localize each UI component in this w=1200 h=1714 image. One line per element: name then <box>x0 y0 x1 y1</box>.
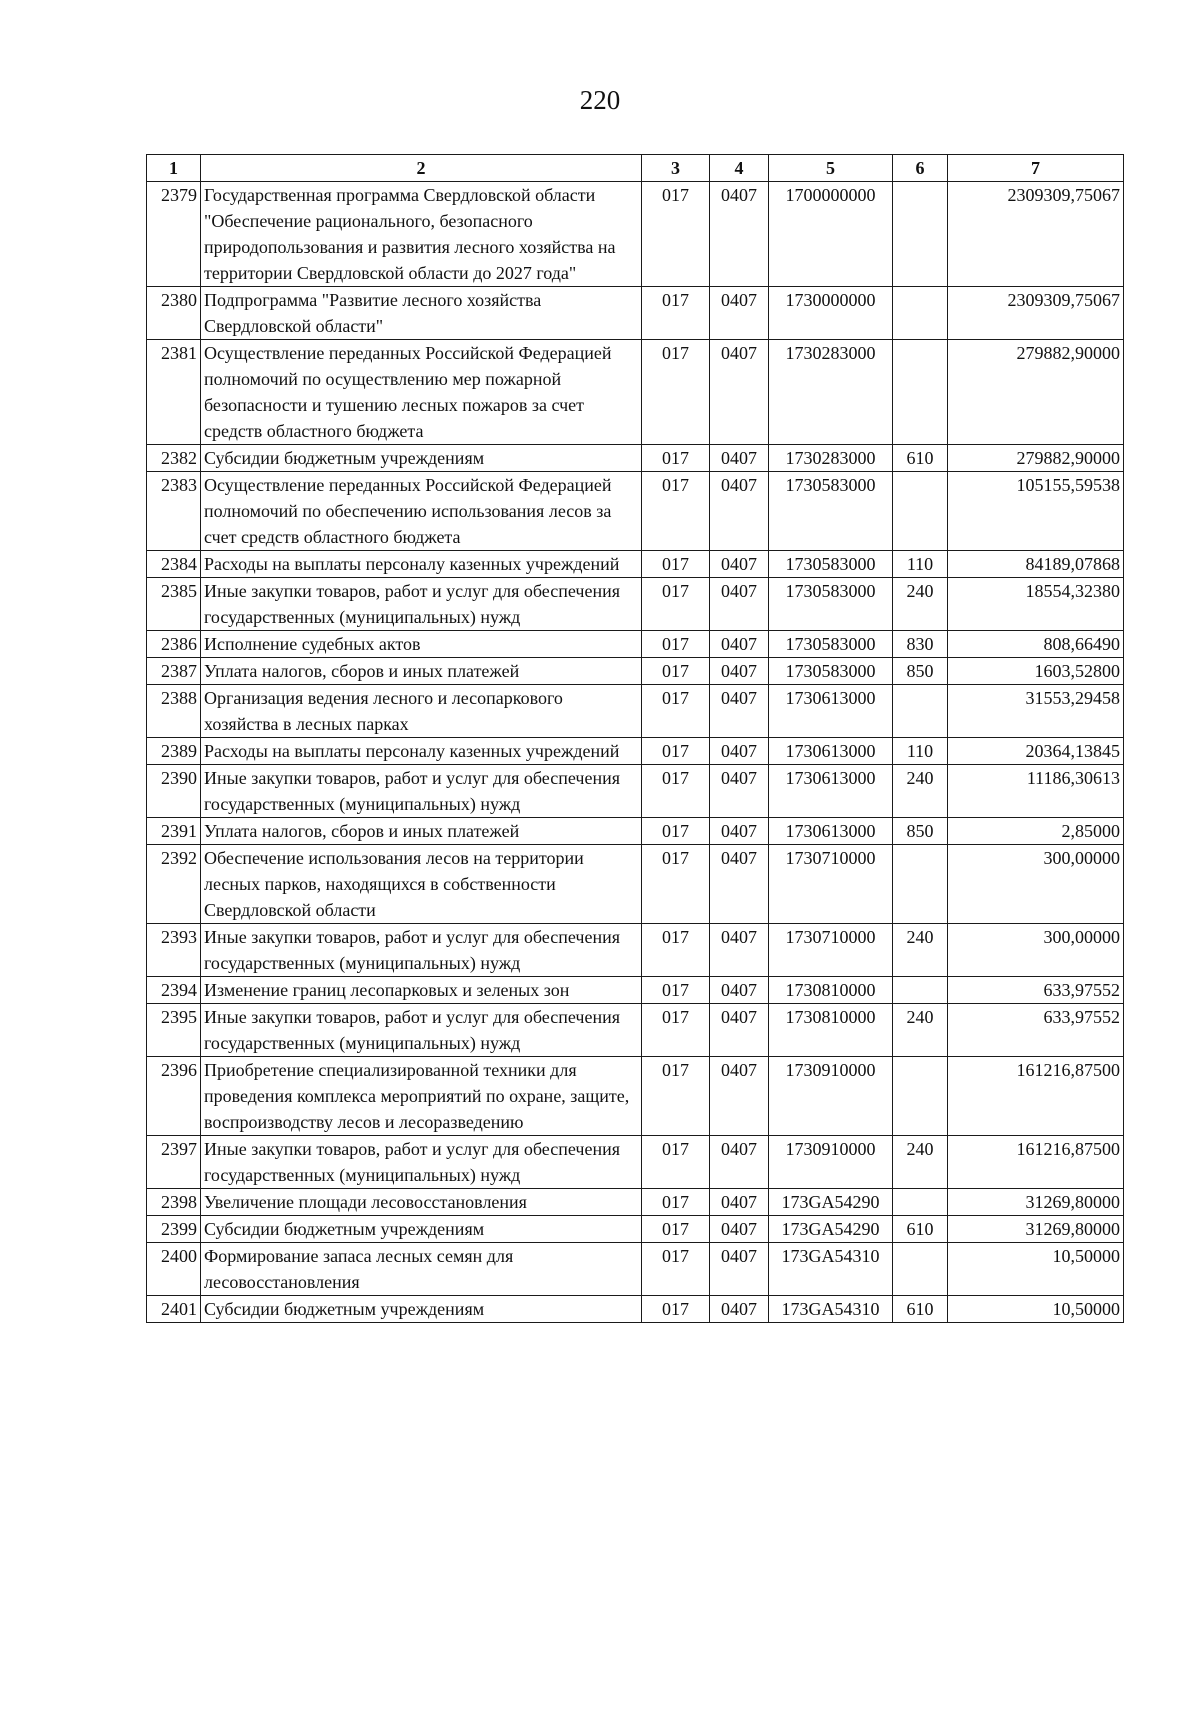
row-name: Организация ведения лесного и лесопаркового хозяйства в лесных парках <box>201 685 642 738</box>
section-code: 0407 <box>710 1004 769 1057</box>
row-name: Подпрограмма "Развитие лесного хозяйства Свердловской области" <box>201 287 642 340</box>
row-number: 2385 <box>147 578 201 631</box>
header-col-6: 6 <box>893 155 948 182</box>
header-col-3: 3 <box>642 155 710 182</box>
amount: 161216,87500 <box>948 1057 1124 1136</box>
expense-type-code <box>893 977 948 1004</box>
row-name: Субсидии бюджетным учреждениям <box>201 1216 642 1243</box>
table-row <box>147 1057 1124 1136</box>
row-number: 2390 <box>147 765 201 818</box>
table-row <box>147 765 1124 818</box>
ministry-code: 017 <box>642 445 710 472</box>
target-article-code: 1730910000 <box>769 1057 893 1136</box>
amount: 84189,07868 <box>948 551 1124 578</box>
target-article-code: 173GA54290 <box>769 1189 893 1216</box>
row-name: Иные закупки товаров, работ и услуг для обеспечения государственных (муниципальных) нужд <box>201 924 642 977</box>
target-article-code: 1730910000 <box>769 1136 893 1189</box>
table-row <box>147 551 1124 578</box>
section-code: 0407 <box>710 182 769 287</box>
table-body <box>147 182 1124 1323</box>
amount: 1603,52800 <box>948 658 1124 685</box>
row-name: Исполнение судебных актов <box>201 631 642 658</box>
amount: 279882,90000 <box>948 340 1124 445</box>
target-article-code: 1730583000 <box>769 551 893 578</box>
expense-type-code: 110 <box>893 551 948 578</box>
row-name: Иные закупки товаров, работ и услуг для обеспечения государственных (муниципальных) нужд <box>201 1136 642 1189</box>
table-row <box>147 685 1124 738</box>
section-code: 0407 <box>710 1216 769 1243</box>
row-number: 2401 <box>147 1296 201 1323</box>
target-article-code: 1730283000 <box>769 445 893 472</box>
table-row <box>147 1004 1124 1057</box>
ministry-code: 017 <box>642 578 710 631</box>
expense-type-code: 240 <box>893 1004 948 1057</box>
page-number: 220 <box>579 85 621 115</box>
target-article-code: 1730583000 <box>769 658 893 685</box>
row-number: 2382 <box>147 445 201 472</box>
ministry-code: 017 <box>642 1136 710 1189</box>
row-name: Иные закупки товаров, работ и услуг для обеспечения государственных (муниципальных) нужд <box>201 1004 642 1057</box>
ministry-code: 017 <box>642 1189 710 1216</box>
ministry-code: 017 <box>642 1296 710 1323</box>
expense-type-code <box>893 1057 948 1136</box>
amount: 633,97552 <box>948 977 1124 1004</box>
section-code: 0407 <box>710 631 769 658</box>
amount: 10,50000 <box>948 1296 1124 1323</box>
amount: 2,85000 <box>948 818 1124 845</box>
row-name: Государственная программа Свердловской области "Обеспечение рационального, безопасного природопользования и развития лесного хозяйства на территории Свердловской области до 2027 года" <box>201 182 642 287</box>
table-row <box>147 287 1124 340</box>
target-article-code: 1730583000 <box>769 472 893 551</box>
ministry-code: 017 <box>642 685 710 738</box>
amount: 11186,30613 <box>948 765 1124 818</box>
section-code: 0407 <box>710 658 769 685</box>
expense-type-code <box>893 1243 948 1296</box>
budget-table <box>146 154 1124 1323</box>
row-number: 2392 <box>147 845 201 924</box>
section-code: 0407 <box>710 472 769 551</box>
expense-type-code: 830 <box>893 631 948 658</box>
header-row <box>147 155 1124 182</box>
section-code: 0407 <box>710 845 769 924</box>
section-code: 0407 <box>710 340 769 445</box>
table-row <box>147 1296 1124 1323</box>
row-name: Осуществление переданных Российской Федерацией полномочий по осуществлению мер пожарной безопасности и тушению лесных пожаров за счет средств областного бюджета <box>201 340 642 445</box>
expense-type-code: 610 <box>893 445 948 472</box>
ministry-code: 017 <box>642 818 710 845</box>
section-code: 0407 <box>710 287 769 340</box>
table-row <box>147 658 1124 685</box>
ministry-code: 017 <box>642 845 710 924</box>
row-number: 2398 <box>147 1189 201 1216</box>
row-name: Осуществление переданных Российской Федерацией полномочий по обеспечению использования лесов за счет средств областного бюджета <box>201 472 642 551</box>
expense-type-code: 110 <box>893 738 948 765</box>
section-code: 0407 <box>710 1057 769 1136</box>
section-code: 0407 <box>710 818 769 845</box>
expense-type-code <box>893 685 948 738</box>
section-code: 0407 <box>710 445 769 472</box>
header-col-7: 7 <box>948 155 1124 182</box>
header-col-4: 4 <box>710 155 769 182</box>
expense-type-code: 850 <box>893 658 948 685</box>
expense-type-code <box>893 1189 948 1216</box>
target-article-code: 1730000000 <box>769 287 893 340</box>
row-number: 2394 <box>147 977 201 1004</box>
amount: 20364,13845 <box>948 738 1124 765</box>
ministry-code: 017 <box>642 924 710 977</box>
expense-type-code: 240 <box>893 578 948 631</box>
table-row <box>147 631 1124 658</box>
amount: 31553,29458 <box>948 685 1124 738</box>
header-col-1: 1 <box>147 155 201 182</box>
expense-type-code <box>893 340 948 445</box>
amount: 2309309,75067 <box>948 287 1124 340</box>
expense-type-code: 240 <box>893 1136 948 1189</box>
row-name: Обеспечение использования лесов на территории лесных парков, находящихся в собственности Свердловской области <box>201 845 642 924</box>
ministry-code: 017 <box>642 1004 710 1057</box>
row-number: 2391 <box>147 818 201 845</box>
row-name: Уплата налогов, сборов и иных платежей <box>201 658 642 685</box>
row-number: 2399 <box>147 1216 201 1243</box>
header-col-2: 2 <box>201 155 642 182</box>
target-article-code: 1730810000 <box>769 977 893 1004</box>
row-number: 2379 <box>147 182 201 287</box>
amount: 10,50000 <box>948 1243 1124 1296</box>
table-row <box>147 977 1124 1004</box>
section-code: 0407 <box>710 551 769 578</box>
table-row <box>147 818 1124 845</box>
expense-type-code <box>893 472 948 551</box>
expense-type-code <box>893 182 948 287</box>
target-article-code: 1730613000 <box>769 765 893 818</box>
amount: 31269,80000 <box>948 1189 1124 1216</box>
amount: 808,66490 <box>948 631 1124 658</box>
amount: 633,97552 <box>948 1004 1124 1057</box>
expense-type-code: 610 <box>893 1296 948 1323</box>
ministry-code: 017 <box>642 182 710 287</box>
ministry-code: 017 <box>642 287 710 340</box>
expense-type-code: 850 <box>893 818 948 845</box>
section-code: 0407 <box>710 765 769 818</box>
row-number: 2388 <box>147 685 201 738</box>
table-row <box>147 1216 1124 1243</box>
table-row <box>147 578 1124 631</box>
row-name: Расходы на выплаты персоналу казенных учреждений <box>201 551 642 578</box>
table-row <box>147 445 1124 472</box>
ministry-code: 017 <box>642 551 710 578</box>
target-article-code: 173GA54310 <box>769 1296 893 1323</box>
row-name: Изменение границ лесопарковых и зеленых зон <box>201 977 642 1004</box>
row-number: 2396 <box>147 1057 201 1136</box>
amount: 18554,32380 <box>948 578 1124 631</box>
row-number: 2387 <box>147 658 201 685</box>
row-number: 2393 <box>147 924 201 977</box>
row-number: 2386 <box>147 631 201 658</box>
table-row <box>147 738 1124 765</box>
table-row <box>147 340 1124 445</box>
target-article-code: 1730613000 <box>769 738 893 765</box>
target-article-code: 1730710000 <box>769 845 893 924</box>
row-number: 2383 <box>147 472 201 551</box>
header-col-5: 5 <box>769 155 893 182</box>
ministry-code: 017 <box>642 340 710 445</box>
amount: 161216,87500 <box>948 1136 1124 1189</box>
row-name: Расходы на выплаты персоналу казенных учреждений <box>201 738 642 765</box>
row-number: 2384 <box>147 551 201 578</box>
row-name: Уплата налогов, сборов и иных платежей <box>201 818 642 845</box>
target-article-code: 1730583000 <box>769 631 893 658</box>
section-code: 0407 <box>710 738 769 765</box>
target-article-code: 173GA54310 <box>769 1243 893 1296</box>
row-name: Иные закупки товаров, работ и услуг для обеспечения государственных (муниципальных) нужд <box>201 578 642 631</box>
amount: 31269,80000 <box>948 1216 1124 1243</box>
ministry-code: 017 <box>642 1243 710 1296</box>
amount: 279882,90000 <box>948 445 1124 472</box>
section-code: 0407 <box>710 924 769 977</box>
row-number: 2389 <box>147 738 201 765</box>
row-name: Приобретение специализированной техники для проведения комплекса мероприятий по охране, защите, воспроизводству лесов и лесоразведению <box>201 1057 642 1136</box>
target-article-code: 1730613000 <box>769 818 893 845</box>
row-number: 2395 <box>147 1004 201 1057</box>
amount: 300,00000 <box>948 845 1124 924</box>
section-code: 0407 <box>710 1243 769 1296</box>
expense-type-code: 240 <box>893 924 948 977</box>
row-name: Увеличение площади лесовосстановления <box>201 1189 642 1216</box>
table-row <box>147 845 1124 924</box>
row-number: 2400 <box>147 1243 201 1296</box>
table-row <box>147 1189 1124 1216</box>
row-name: Иные закупки товаров, работ и услуг для обеспечения государственных (муниципальных) нужд <box>201 765 642 818</box>
target-article-code: 1730613000 <box>769 685 893 738</box>
ministry-code: 017 <box>642 658 710 685</box>
amount: 2309309,75067 <box>948 182 1124 287</box>
target-article-code: 1700000000 <box>769 182 893 287</box>
amount: 105155,59538 <box>948 472 1124 551</box>
ministry-code: 017 <box>642 631 710 658</box>
target-article-code: 1730283000 <box>769 340 893 445</box>
target-article-code: 1730810000 <box>769 1004 893 1057</box>
ministry-code: 017 <box>642 977 710 1004</box>
row-number: 2397 <box>147 1136 201 1189</box>
row-number: 2381 <box>147 340 201 445</box>
expense-type-code: 610 <box>893 1216 948 1243</box>
expense-type-code: 240 <box>893 765 948 818</box>
section-code: 0407 <box>710 977 769 1004</box>
expense-type-code <box>893 845 948 924</box>
table-row <box>147 1136 1124 1189</box>
table-row <box>147 182 1124 287</box>
ministry-code: 017 <box>642 738 710 765</box>
ministry-code: 017 <box>642 1057 710 1136</box>
section-code: 0407 <box>710 685 769 738</box>
section-code: 0407 <box>710 1296 769 1323</box>
section-code: 0407 <box>710 1189 769 1216</box>
amount: 300,00000 <box>948 924 1124 977</box>
row-name: Субсидии бюджетным учреждениям <box>201 1296 642 1323</box>
target-article-code: 1730710000 <box>769 924 893 977</box>
row-number: 2380 <box>147 287 201 340</box>
target-article-code: 1730583000 <box>769 578 893 631</box>
ministry-code: 017 <box>642 1216 710 1243</box>
table-row <box>147 924 1124 977</box>
expense-type-code <box>893 287 948 340</box>
ministry-code: 017 <box>642 472 710 551</box>
table-row <box>147 472 1124 551</box>
target-article-code: 173GA54290 <box>769 1216 893 1243</box>
section-code: 0407 <box>710 578 769 631</box>
row-name: Формирование запаса лесных семян для лесовосстановления <box>201 1243 642 1296</box>
row-name: Субсидии бюджетным учреждениям <box>201 445 642 472</box>
table-row <box>147 1243 1124 1296</box>
section-code: 0407 <box>710 1136 769 1189</box>
ministry-code: 017 <box>642 765 710 818</box>
